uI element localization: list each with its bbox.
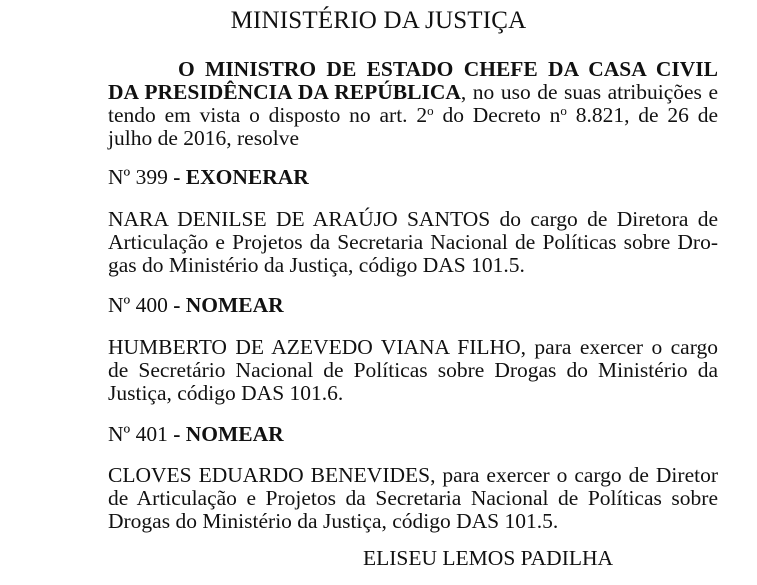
act-action: NOMEAR [185,422,284,446]
preamble-line-2-rest: , no uso de suas atribuições e [460,80,718,104]
act-action: NOMEAR [185,293,284,317]
preamble-line-3-a: tendo em vista o disposto no art. 2 [108,103,428,127]
act-separator: - [167,293,186,317]
act-text-line: Drogas do Ministério da Justiça, código DAS 101.5. [108,509,559,533]
act-action: EXONERAR [185,165,309,189]
preamble-line-3-c: 8.821, de 26 de [566,103,718,127]
ministry-title: MINISTÉRIO DA JUSTIÇA [230,7,527,34]
act-number: Nº 401 [108,422,168,446]
act-separator: - [167,165,186,189]
preamble-line-4: julho de 2016, resolve [108,126,300,150]
preamble-line-2-bold: DA PRESIDÊNCIA DA REPÚBLICA [108,80,461,104]
act-text-line: de Secretário Nacional de Políticas sobre Drogas do Ministério da [108,358,718,382]
act-text-line: NARA DENILSE DE ARAÚJO SANTOS do cargo de Diretora de [108,207,718,231]
act-text-line: CLOVES EDUARDO BENEVIDES, para exercer o cargo de Diretor [108,463,718,487]
preamble-line-3-b: do Decreto n [433,103,561,127]
act-text-line: Justiça, código DAS 101.6. [108,381,344,405]
act-text-line: Articulação e Projetos da Secretaria Nacional de Políticas sobre Dro- [108,230,718,254]
act-heading [108,422,284,446]
signature-name: ELISEU LEMOS PADILHA [363,546,614,570]
act-heading [108,293,284,317]
act-separator: - [167,422,186,446]
act-text-line: HUMBERTO DE AZEVEDO VIANA FILHO, para exercer o cargo [108,335,718,359]
act-number: Nº 400 [108,293,168,317]
ordinal-superscript: o [427,103,434,118]
preamble-line-3 [108,103,718,127]
preamble-line-2 [108,80,718,104]
act-text-line: gas do Ministério da Justiça, código DAS 101.5. [108,253,525,277]
ordinal-superscript: o [560,103,567,118]
act-text-line: de Articulação e Projetos da Secretaria Nacional de Políticas sobre [108,486,718,510]
act-heading [108,165,309,189]
preamble-line-1: O MINISTRO DE ESTADO CHEFE DA CASA CIVIL [178,57,718,81]
act-number: Nº 399 [108,165,168,189]
